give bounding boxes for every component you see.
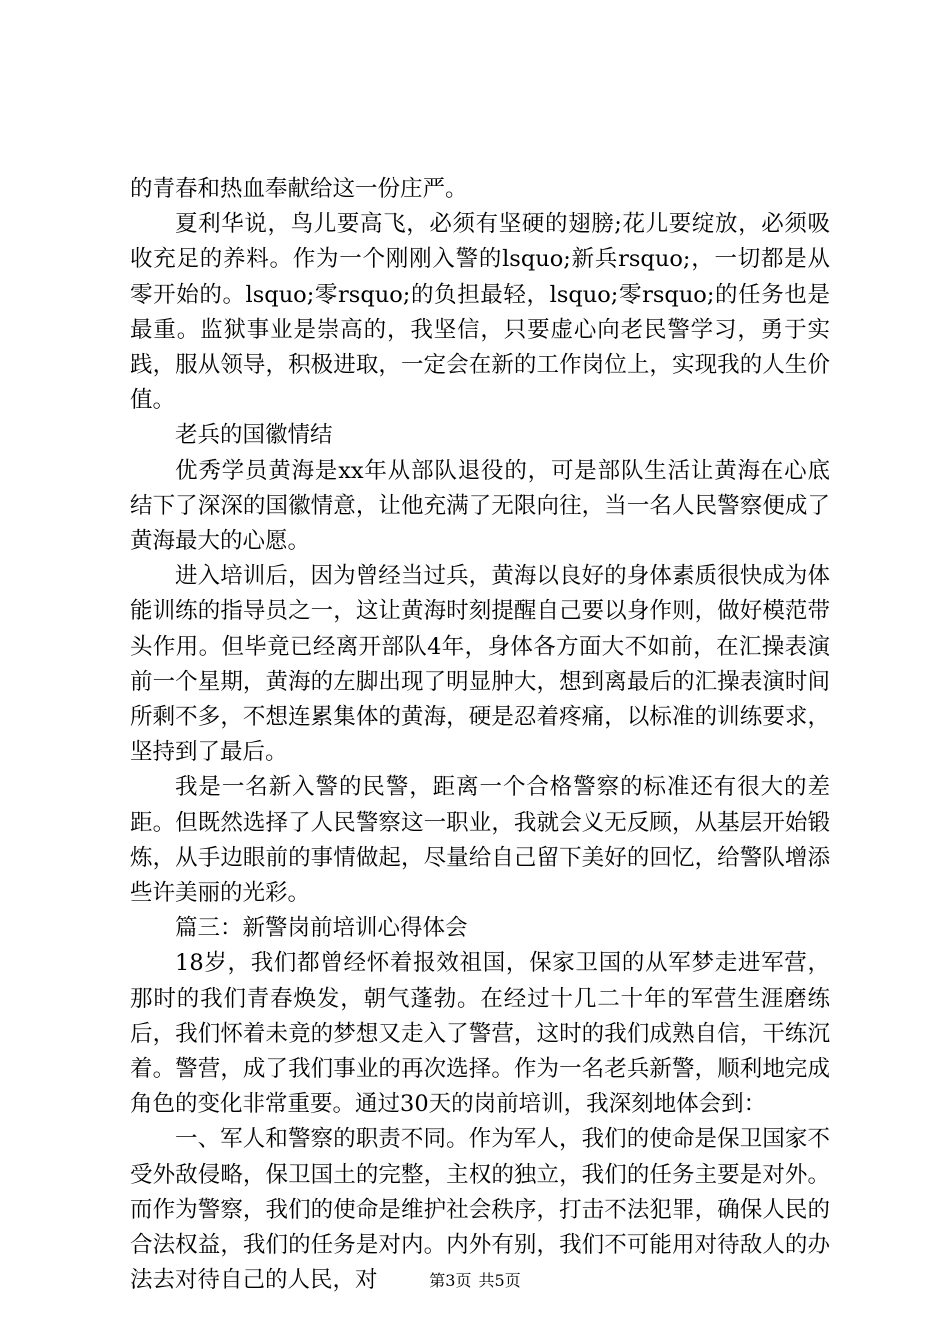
- section-heading-part-three: 篇三：新警岗前培训心得体会: [175, 915, 468, 942]
- paragraph-6: 18岁，我们都曾经怀着报效祖国，保家卫国的从军梦走进军营，那时的我们青春焕发，朝气蓬勃。在经过十几二十年的军营生涯磨练后，我们怀着未竟的梦想又走入了警营，这时的我们成熟自信，干练沉着。警营，成了我们事业的再次选择。作为一名老兵新警，顺利地完成角色的变化非常重要。通过30天的岗前培训，我深刻地体会到：: [130, 950, 830, 1118]
- paragraph-1: 的青春和热血奉献给这一份庄严。: [130, 176, 468, 202]
- page-number-footer: 第3页 共5页: [429, 1271, 521, 1290]
- paragraph-2: 夏利华说，鸟儿要高飞，必须有坚硬的翅膀;花儿要绽放，必须吸收充足的养料。作为一个刚刚入警的lsquo;新兵rsquo;，一切都是从零开始的。lsquo;零rsquo;的负担最轻，lsquo;零rsquo;的任务也是最重。监狱事业是崇高的，我坚信，只要虚心向老民警学习，勇于实践，服从领导，积极进取，一定会在新的工作岗位上，实现我的人生价值。: [130, 211, 830, 414]
- paragraph-3: 优秀学员黄海是xx年从部队退役的，可是部队生活让黄海在心底结下了深深的国徽情意，让他充满了无限向往，当一名人民警察便成了黄海最大的心愿。: [130, 457, 830, 555]
- paragraph-4: 进入培训后，因为曾经当过兵，黄海以良好的身体素质很快成为体能训练的指导员之一，这让黄海时刻提醒自己要以身作则，做好模范带头作用。但毕竟已经离开部队4年，身体各方面大不如前，在汇操表演前一个星期，黄海的左脚出现了明显肿大，想到离最后的汇操表演时间所剩不多，不想连累集体的黄海，硬是忍着疼痛，以标准的训练要求，坚持到了最后。: [130, 563, 830, 766]
- document-body: [130, 172, 830, 1299]
- section-heading-veteran: 老兵的国徽情结: [175, 422, 333, 449]
- paragraph-7: 一、军人和警察的职责不同。作为军人，我们的使命是保卫国家不受外敌侵略，保卫国土的完整，主权的独立，我们的任务主要是对外。而作为警察，我们的使命是维护社会秩序，打击不法犯罪，确保人民的合法权益，我们的任务是对内。内外有别，我们不可能用对待敌人的办法去对待自己的人民，对: [130, 1126, 830, 1294]
- paragraph-5: 我是一名新入警的民警，距离一个合格警察的标准还有很大的差距。但既然选择了人民警察这一职业，我就会义无反顾，从基层开始锻炼，从手边眼前的事情做起，尽量给自己留下美好的回忆，给警队增添些许美丽的光彩。: [130, 774, 830, 907]
